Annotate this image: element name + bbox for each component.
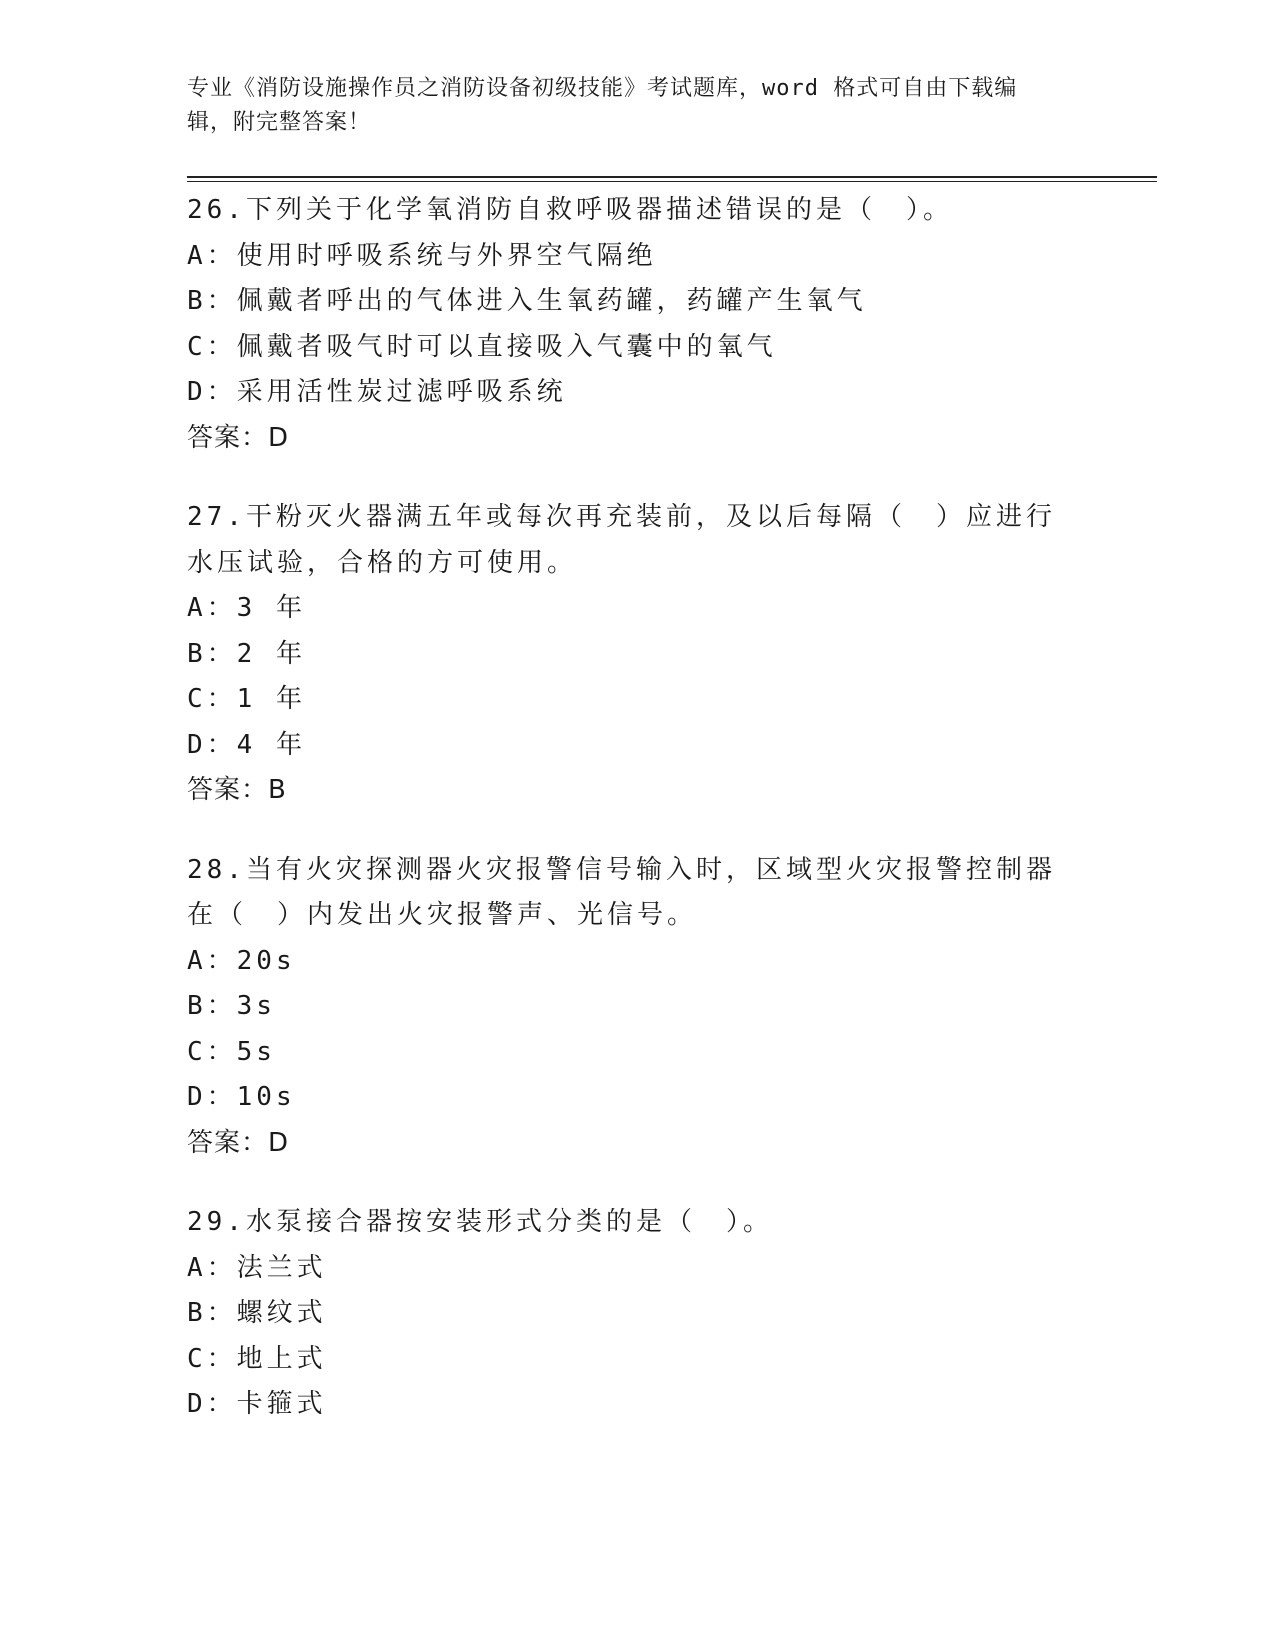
option-key: D： — [187, 1389, 237, 1419]
option-d — [187, 1075, 1087, 1121]
option-key: C： — [187, 684, 237, 714]
option-key: D： — [187, 729, 237, 760]
question-27 — [187, 495, 1087, 814]
option-d — [187, 370, 1087, 416]
header-divider-thin — [187, 181, 1157, 182]
option-text: 佩戴者吸气时可以直接吸入气囊中的氧气 — [236, 331, 777, 362]
option-key: B： — [187, 638, 237, 669]
option-a — [187, 1246, 1087, 1292]
answer-label: 答案：D — [187, 422, 290, 453]
option-c — [187, 1337, 1087, 1383]
option-key: D： — [187, 377, 237, 407]
option-d — [187, 1382, 1087, 1428]
question-stem: 29.水泵接合器按安装形式分类的是（ ）。 — [187, 1207, 773, 1237]
option-text: 使用时呼吸系统与外界空气隔绝 — [236, 240, 657, 271]
header-title-line-1: 专业《消防设施操作员之消防设备初级技能》考试题库，word 格式可自由下载编 — [187, 76, 1018, 101]
option-b — [187, 632, 1087, 678]
option-text: 采用活性炭过滤呼吸系统 — [236, 377, 567, 407]
option-key: B： — [187, 991, 237, 1021]
option-key: A： — [187, 593, 237, 623]
option-b — [187, 984, 1087, 1030]
document-header — [187, 72, 1077, 140]
answer-label: 答案：B — [187, 775, 287, 805]
option-key: A： — [187, 1252, 237, 1283]
option-text: 2 年 — [236, 638, 306, 669]
header-divider-thick — [187, 176, 1157, 178]
option-a — [187, 939, 1087, 985]
option-text: 3s — [236, 991, 276, 1021]
option-a — [187, 586, 1087, 632]
option-text: 4 年 — [236, 729, 306, 760]
question-28 — [187, 848, 1087, 1167]
option-c — [187, 325, 1087, 371]
option-key: A： — [187, 240, 237, 271]
question-29 — [187, 1200, 1087, 1428]
option-text: 20s — [236, 945, 296, 976]
option-key: C： — [187, 331, 237, 362]
question-26 — [187, 188, 1087, 461]
option-key: A： — [187, 945, 237, 976]
option-key: C： — [187, 1036, 237, 1067]
option-text: 卡箍式 — [236, 1389, 327, 1419]
question-list — [187, 188, 1087, 1462]
question-stem: 27.干粉灭火器满五年或每次再充装前，及以后每隔（ ）应进行水压试验，合格的方可使用。 — [187, 502, 1056, 578]
option-text: 佩戴者呼出的气体进入生氧药罐，药罐产生氧气 — [236, 286, 867, 316]
option-text: 1 年 — [236, 684, 306, 714]
question-stem: 28.当有火灾探测器火灾报警信号输入时，区域型火灾报警控制器在（ ）内发出火灾报警声、光信号。 — [187, 854, 1056, 930]
option-b — [187, 1291, 1087, 1337]
option-c — [187, 1030, 1087, 1076]
option-key: B： — [187, 286, 237, 316]
header-title-line-2: 辑，附完整答案！ — [187, 110, 372, 135]
option-text: 10s — [236, 1082, 296, 1112]
option-key: C： — [187, 1343, 237, 1374]
option-text: 5s — [236, 1036, 276, 1067]
option-text: 3 年 — [236, 593, 306, 623]
answer-label: 答案：D — [187, 1127, 290, 1158]
option-a — [187, 234, 1087, 280]
option-d — [187, 723, 1087, 769]
option-text: 地上式 — [236, 1343, 327, 1374]
option-key: B： — [187, 1298, 237, 1328]
option-c — [187, 677, 1087, 723]
option-text: 螺纹式 — [236, 1298, 327, 1328]
question-stem: 26.下列关于化学氧消防自救呼吸器描述错误的是（ ）。 — [187, 195, 953, 225]
option-key: D： — [187, 1082, 237, 1112]
option-text: 法兰式 — [236, 1252, 327, 1283]
option-b — [187, 279, 1087, 325]
